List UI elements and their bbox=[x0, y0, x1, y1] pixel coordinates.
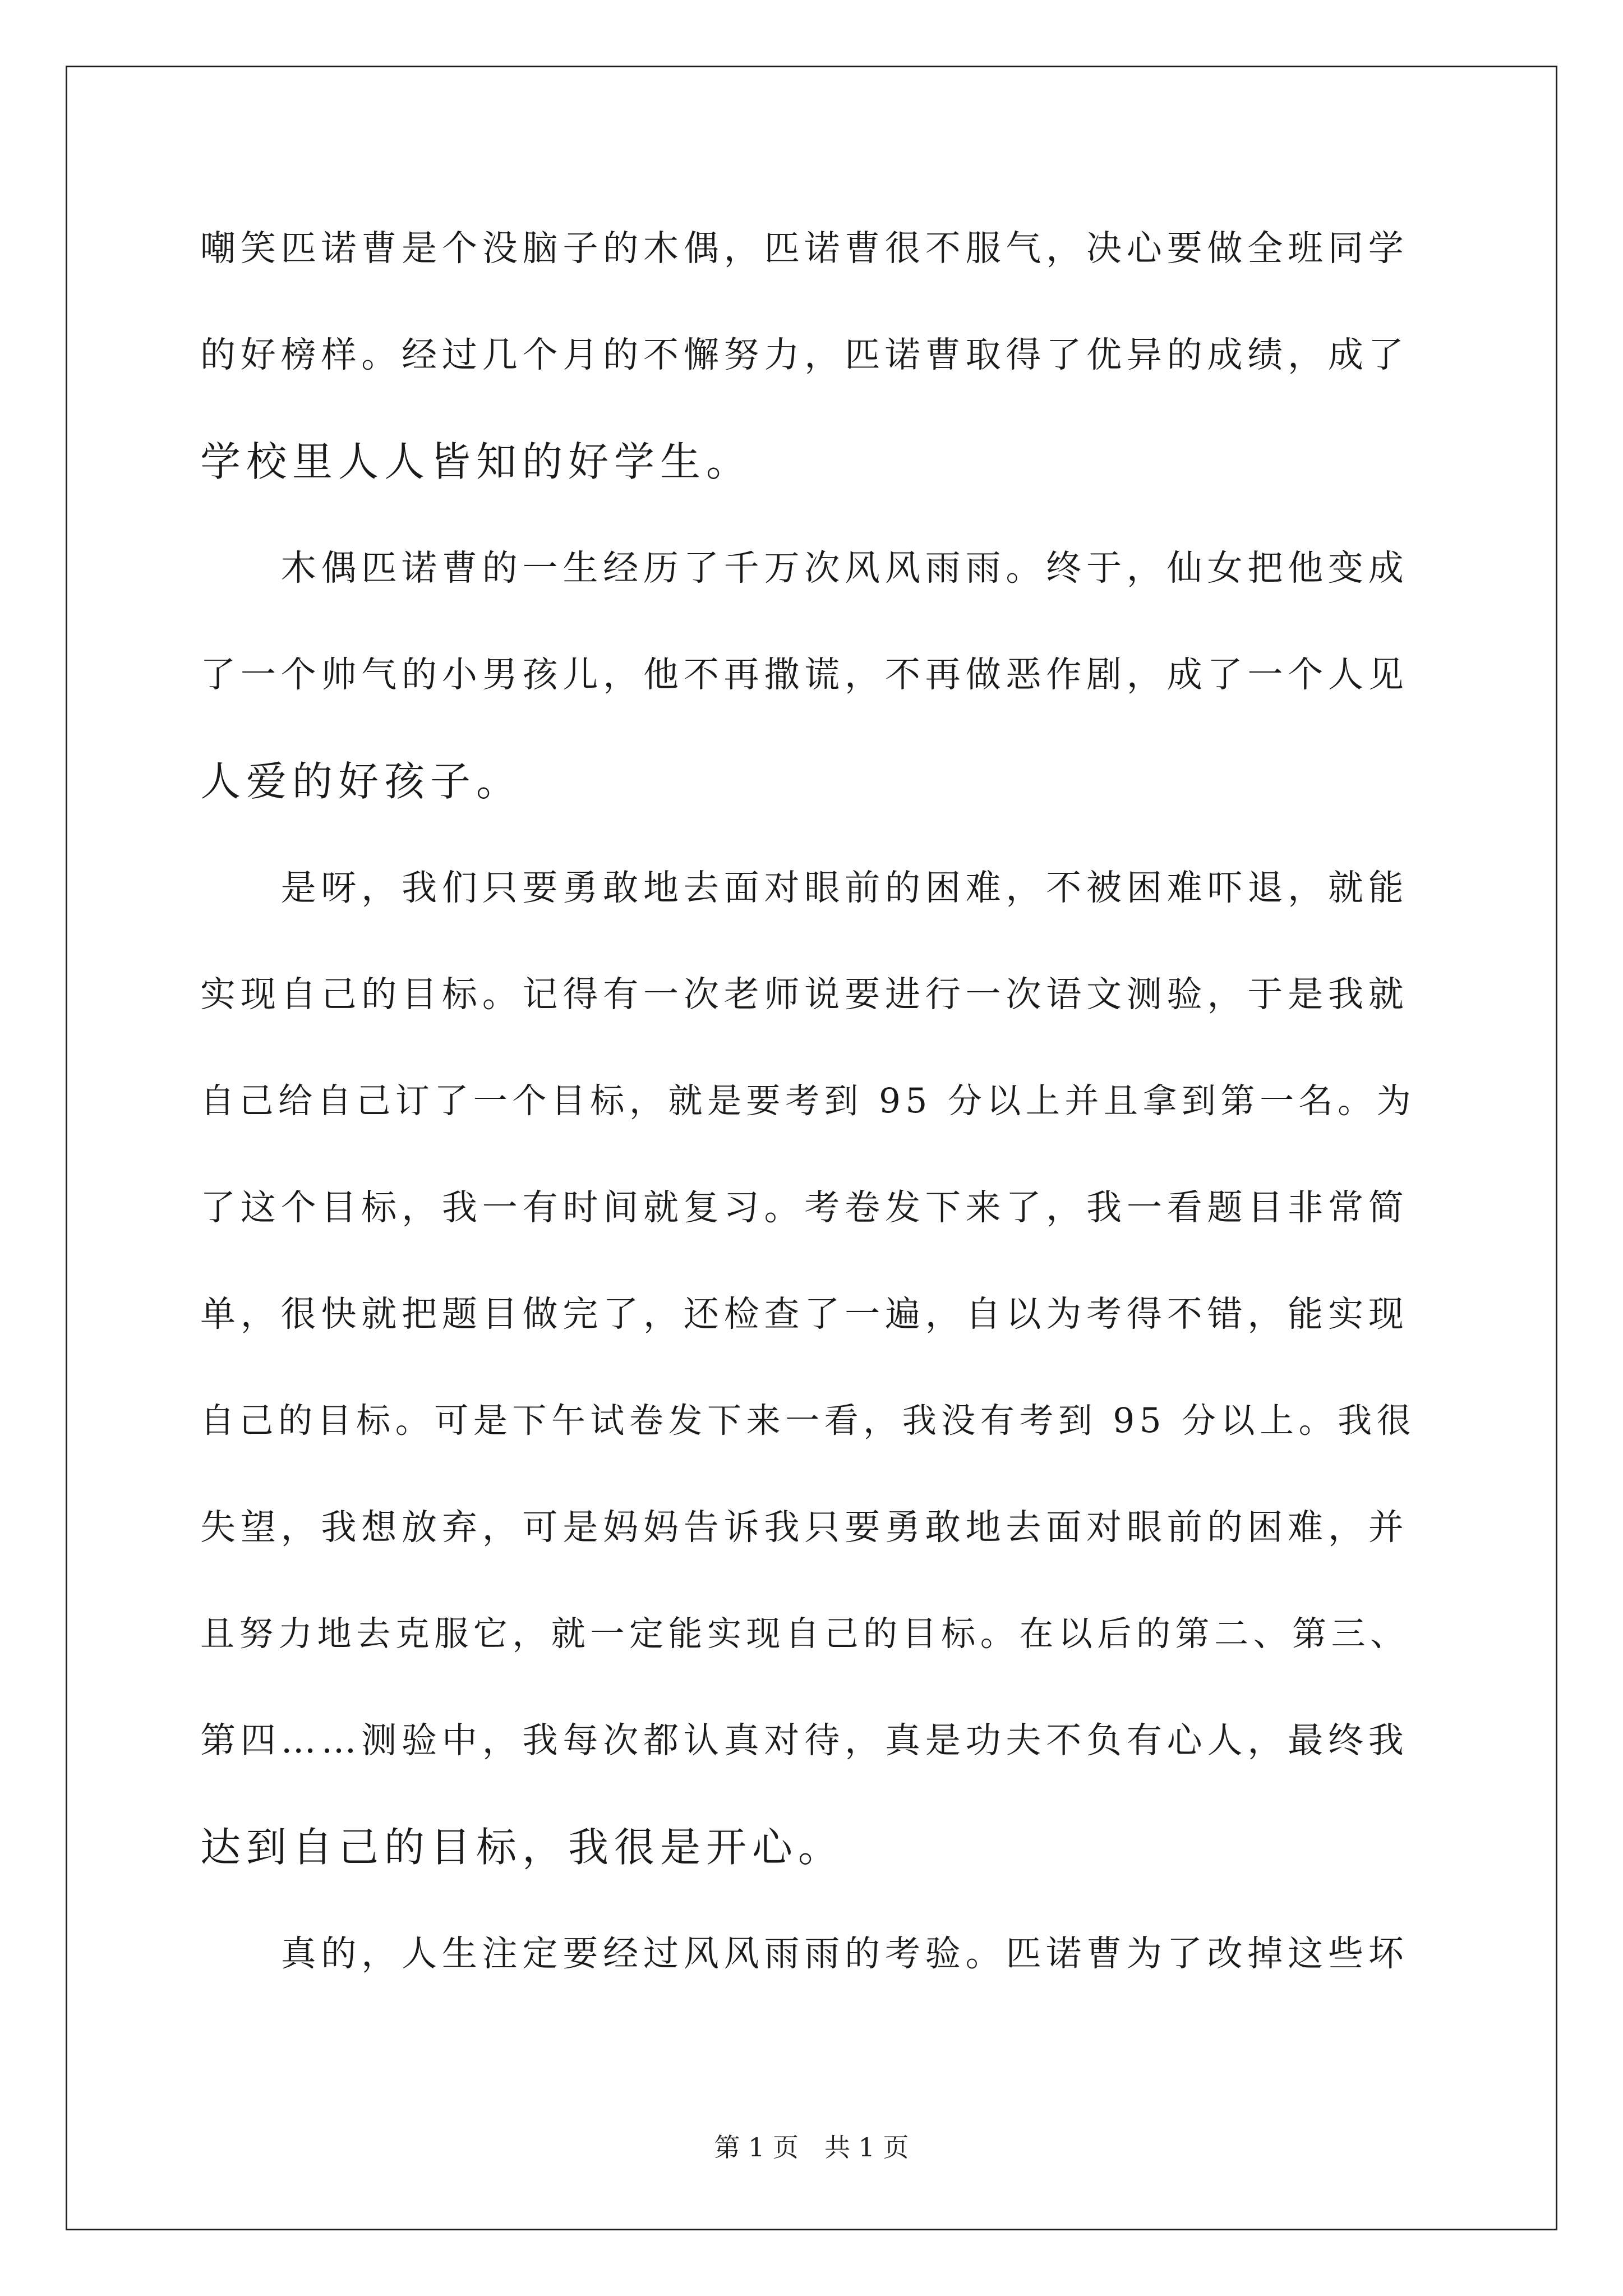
text-line: 实现自己的目标。记得有一次老师说要进行一次语文测验，于是我就 bbox=[200, 974, 1409, 1015]
page-border bbox=[66, 66, 1557, 2230]
page-number-footer: 第 1 页 共 1 页 bbox=[714, 2132, 909, 2162]
text-line: 第四……测验中，我每次都认真对待，真是功夫不负有心人，最终我 bbox=[200, 1720, 1409, 1761]
text-line: 的好榜样。经过几个月的不懈努力，匹诺曹取得了优异的成绩，成了 bbox=[200, 334, 1409, 375]
text-line: 了一个帅气的小男孩儿，他不再撒谎，不再做恶作剧，成了一个人见 bbox=[200, 654, 1409, 695]
text-line: 达到自己的目标，我很是开心。 bbox=[200, 1824, 845, 1871]
text-line: 且努力地去克服它，就一定能实现自己的目标。在以后的第二、第三、 bbox=[200, 1614, 1409, 1654]
text-line: 是呀，我们只要勇敢地去面对眼前的困难，不被困难吓退，就能 bbox=[200, 867, 1409, 908]
text-line: 了这个目标，我一有时间就复习。考卷发下来了，我一看题目非常简 bbox=[200, 1187, 1409, 1228]
text-line: 真的，人生注定要经过风风雨雨的考验。匹诺曹为了改掉这些坏 bbox=[200, 1933, 1409, 1974]
text-line: 失望，我想放弃，可是妈妈告诉我只要勇敢地去面对眼前的困难，并 bbox=[200, 1507, 1409, 1548]
text-line: 嘲笑匹诺曹是个没脑子的木偶，匹诺曹很不服气，决心要做全班同学 bbox=[200, 228, 1409, 269]
text-line: 单，很快就把题目做完了，还检查了一遍，自以为考得不错，能实现 bbox=[200, 1294, 1409, 1335]
text-line: 学校里人人皆知的好学生。 bbox=[200, 438, 753, 485]
text-line: 人爱的好孩子。 bbox=[200, 758, 523, 805]
text-line: 自己的目标。可是下午试卷发下来一看，我没有考到 95 分以上。我很 bbox=[200, 1401, 1416, 1441]
text-line: 木偶匹诺曹的一生经历了千万次风风雨雨。终于，仙女把他变成 bbox=[200, 547, 1409, 588]
text-line: 自己给自己订了一个目标，就是要考到 95 分以上并且拿到第一名。为 bbox=[200, 1081, 1416, 1121]
